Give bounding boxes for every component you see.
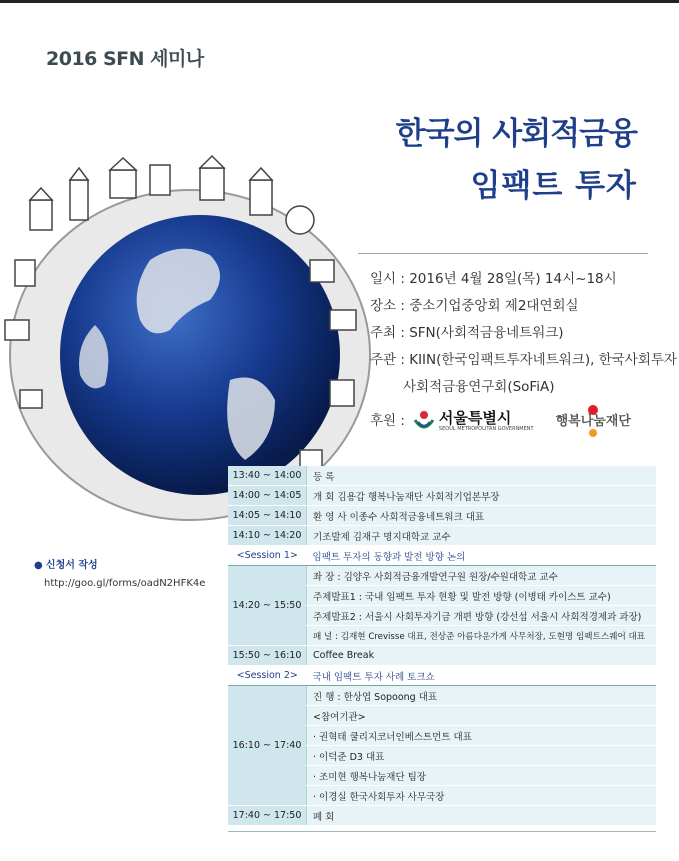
session-title: 임팩트 투자의 동향과 발전 방향 논의 — [307, 546, 657, 566]
row-content: 주제발표1 : 국내 임팩트 투자 현황 및 발전 방향 (이병태 카이스트 교수) — [307, 586, 657, 606]
seoul-logo — [413, 410, 534, 432]
row-content: · 권혁태 쿨리지코너인베스트먼트 대표 — [307, 726, 657, 746]
row-content: 좌 장 : 김양우 사회적금융개발연구원 원장/수원대학교 교수 — [307, 566, 657, 586]
seminar-label: 2016 SFN 세미나 — [46, 48, 204, 70]
apply-label: 신청서 작성 — [45, 560, 98, 571]
row-content: 환 영 사 이종수 사회적금융네트워크 대표 — [307, 506, 657, 526]
row-content: · 조미현 행복나눔재단 팀장 — [307, 766, 657, 786]
happy-foundation-logo — [556, 405, 631, 437]
row-content: 폐 회 — [307, 806, 657, 826]
top-border — [0, 0, 679, 3]
row-content: 주제발표2 : 서울시 사회투자기금 개편 방향 (강선섭 서울시 사회적경제과 과장) — [307, 606, 657, 626]
apply-section — [34, 557, 205, 593]
event-date: 일시 : 2016년 4월 28일(목) 14시~18시 — [370, 271, 617, 287]
row-content: <참여기관> — [307, 706, 657, 726]
event-info — [370, 266, 677, 437]
event-venue: 장소 : 중소기업중앙회 제2대연회실 — [370, 298, 579, 314]
session-title: 국내 임팩트 투자 사례 토크쇼 — [307, 666, 657, 686]
seoul-sub: SEOUL METROPOLITAN GOVERNMENT — [438, 426, 534, 432]
row-time: 14:00 ~ 14:05 — [228, 486, 307, 506]
apply-url[interactable]: http://goo.gl/forms/oadN2HFK4e — [44, 578, 206, 589]
row-time: 13:40 ~ 14:00 — [228, 466, 307, 486]
sponsor-label: 후원 : — [370, 412, 405, 429]
row-time: 14:20 ~ 15:50 — [228, 566, 307, 646]
schedule-row — [228, 646, 656, 666]
schedule-row — [228, 506, 656, 526]
schedule-row — [228, 806, 656, 826]
row-content: 진 행 : 한상엽 Sopoong 대표 — [307, 686, 657, 706]
title-line-2: 임팩트 투자 — [470, 168, 637, 204]
row-content: 등 록 — [307, 466, 657, 486]
row-time: 16:10 ~ 17:40 — [228, 686, 307, 806]
session-label: <Session 2> — [228, 666, 307, 686]
row-time: 15:50 ~ 16:10 — [228, 646, 307, 666]
row-content: 기조발제 김재구 명지대학교 교수 — [307, 526, 657, 546]
session-label: <Session 1> — [228, 546, 307, 566]
bottom-border — [228, 831, 656, 832]
schedule-row — [228, 566, 656, 586]
row-time: 14:10 ~ 14:20 — [228, 526, 307, 546]
event-host: 주최 : SFN(사회적금융네트워크) — [370, 325, 564, 341]
info-divider — [358, 253, 648, 254]
row-content: · 이덕준 D3 대표 — [307, 746, 657, 766]
session-header — [228, 546, 656, 566]
seoul-name: 서울특별시 — [438, 409, 512, 427]
happy-foundation-name: 행복나눔재단 — [555, 414, 631, 429]
schedule-row — [228, 526, 656, 546]
row-time: 17:40 ~ 17:50 — [228, 806, 307, 826]
orange-dot-icon — [589, 429, 597, 437]
seoul-emblem-icon — [413, 410, 435, 432]
schedule-row — [228, 686, 656, 706]
event-organizer-cont: 사회적금융연구회(SoFiA) — [403, 379, 555, 395]
session-header — [228, 666, 656, 686]
row-time: 14:05 ~ 14:10 — [228, 506, 307, 526]
bullet-icon: ● — [34, 560, 46, 571]
row-content: 패 널 : 김재현 Crevisse 대표, 전상준 아름다운가게 사무처장, 도현명 임팩트스퀘어 대표 — [307, 626, 657, 646]
schedule-row — [228, 486, 656, 506]
row-content: · 이경실 한국사회투자 사무국장 — [307, 786, 657, 806]
title-line-1: 한국의 사회적금융 — [395, 116, 637, 152]
sponsor-row — [370, 405, 677, 437]
row-content: Coffee Break — [307, 646, 657, 666]
schedule-table — [228, 466, 656, 826]
schedule-row — [228, 466, 656, 486]
row-content: 개 회 김용갑 행복나눔재단 사회적기업본부장 — [307, 486, 657, 506]
event-organizer: 주관 : KIIN(한국임팩트투자네트워크), 한국사회투자 — [370, 352, 677, 368]
